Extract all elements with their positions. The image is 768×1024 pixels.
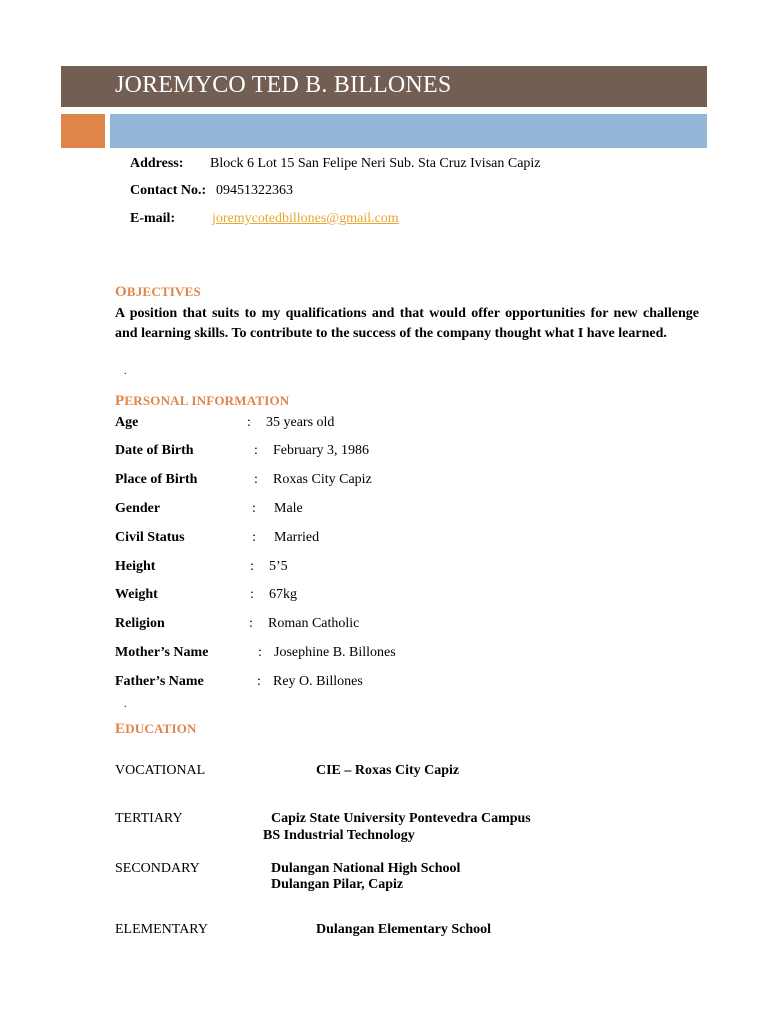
weight-value: 67kg [269,587,297,602]
contact-label: Contact No.: [130,183,207,198]
objectives-heading [115,284,201,301]
personal-heading-initial: P [115,393,125,409]
resume-name: JOREMYCO TED B. BILLONES [115,72,452,98]
mother-name-value: Josephine B. Billones [274,645,396,660]
separator-dot: . [124,699,127,710]
tertiary-school: Capiz State University Pontevedra Campus [271,811,531,826]
height-colon: : [250,559,254,574]
dob-colon: : [254,443,258,458]
weight-colon: : [250,587,254,602]
religion-colon: : [249,616,253,631]
pob-label: Place of Birth [115,472,198,487]
gender-label: Gender [115,501,161,516]
elementary-label: ELEMENTARY [115,922,208,937]
email-label: E-mail: [130,211,176,226]
civil-status-value: Married [274,530,320,545]
accent-square [61,114,105,148]
mother-name-colon: : [258,645,262,660]
education-heading [115,721,197,738]
address-value: Block 6 Lot 15 San Felipe Neri Sub. Sta Cruz Ivisan Capiz [210,156,541,171]
address-label: Address: [130,156,184,171]
pob-value: Roxas City Capiz [273,472,372,487]
education-heading-rest: DUCATION [125,721,197,736]
father-name-colon: : [257,674,261,689]
dob-value: February 3, 1986 [273,443,370,458]
father-name-label: Father’s Name [115,674,204,689]
height-label: Height [115,559,156,574]
civil-status-colon: : [252,530,256,545]
email-link[interactable]: joremycotedbillones@gmail.com [212,211,399,226]
elementary-school: Dulangan Elementary School [316,922,492,937]
education-heading-initial: E [115,721,126,737]
vocational-label: VOCATIONAL [115,763,206,778]
contact-value: 09451322363 [216,183,293,198]
religion-label: Religion [115,616,165,631]
religion-value: Roman Catholic [268,616,360,631]
age-value: 35 years old [266,415,335,430]
personal-heading-rest: ERSONAL INFORMATION [124,393,290,408]
personal-info-heading [115,393,289,410]
height-value: 5’5 [269,559,288,574]
weight-label: Weight [115,587,158,602]
secondary-location: Dulangan Pilar, Capiz [271,877,404,892]
objective-text: A position that suits to my qualifications and that would offer opportunities for new challenge and learning skills. To contribute to the success of the company thought what I have learned. [115,306,699,341]
civil-status-label: Civil Status [115,530,185,545]
gender-colon: : [252,501,256,516]
tertiary-label: TERTIARY [115,811,183,826]
mother-name-label: Mother’s Name [115,645,209,660]
gender-value: Male [274,501,303,516]
pob-colon: : [254,472,258,487]
objectives-heading-rest: BJECTIVES [126,284,201,299]
objectives-heading-initial: O [115,284,127,300]
secondary-label: SECONDARY [115,861,200,876]
age-label: Age [115,415,139,430]
secondary-school: Dulangan National High School [271,861,461,876]
dob-label: Date of Birth [115,443,194,458]
tertiary-course: BS Industrial Technology [263,828,415,843]
separator-dot: . [124,366,127,377]
father-name-value: Rey O. Billones [273,674,363,689]
age-colon: : [247,415,251,430]
vocational-school: CIE – Roxas City Capiz [316,763,460,778]
accent-bar [110,114,707,148]
